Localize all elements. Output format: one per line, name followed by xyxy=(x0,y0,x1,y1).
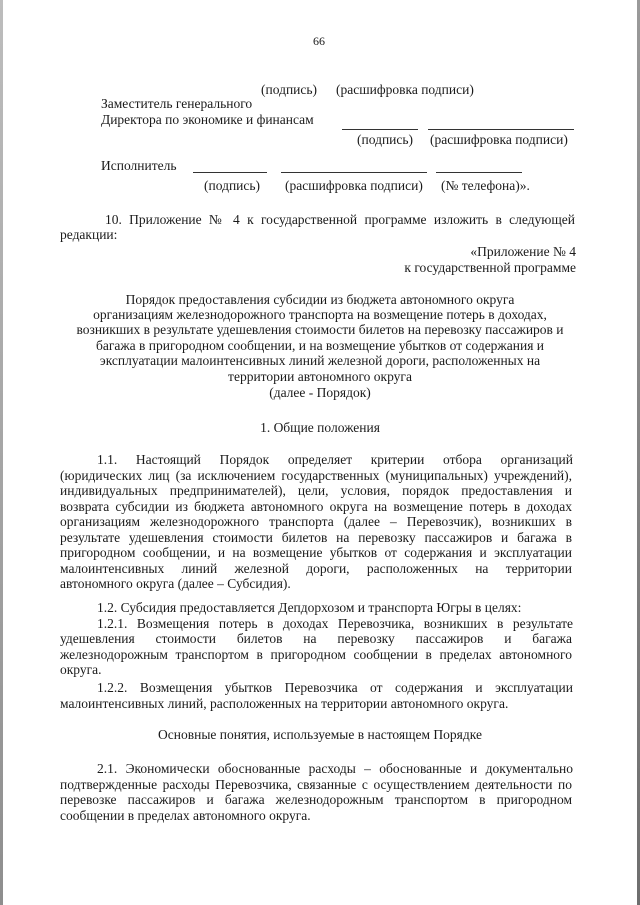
deputy-signature-caption: (подпись) xyxy=(357,132,414,147)
paragraph-line: (юридических лиц (за исключением государственных (муниципальных) учреждений), xyxy=(60,468,572,483)
executor-phone-caption: (№ телефона)». xyxy=(441,178,530,193)
paragraph-line: результате удешевления стоимости билетов на перевозку пассажиров и багажа в xyxy=(60,530,572,545)
paragraph-line: пригородном сообщении, и на возмещение убытков от содержания и эксплуатации xyxy=(60,545,572,560)
paragraph-line: подтвержденные расходы Перевозчика, связанные с осуществлением деятельности по xyxy=(60,777,572,792)
paragraph-line: сообщении в пределах автономного округа. xyxy=(60,808,311,823)
paragraph-1-2: 1.2. Субсидия предоставляется Депдорхозом и транспорта Югры в целях: xyxy=(97,600,522,615)
paragraph-line: 1.2.2. Возмещения убытков Перевозчика от содержания и эксплуатации xyxy=(97,680,573,695)
section2-heading: Основные понятия, используемые в настоящем Порядке xyxy=(158,727,482,742)
item10-line2: редакции: xyxy=(60,227,118,242)
paragraph-line: железнодорожным транспортом в пригородном сообщении в пределах автономного xyxy=(60,647,572,662)
section1-heading: 1. Общие положения xyxy=(260,420,380,435)
paragraph-line: 1.2.1. Возмещения потерь в доходах Перевозчика, возникших в результате xyxy=(97,616,573,631)
paragraph-line: 2.1. Экономически обоснованные расходы – обоснованные и документально xyxy=(97,761,573,776)
title-line: Порядок предоставления субсидии из бюджета автономного округа xyxy=(125,292,515,307)
title-line: организациям железнодорожного транспорта на возмещение потерь в доходах, xyxy=(93,307,547,322)
paragraph-line: удешевления стоимости билетов на перевозку пассажиров и багажа xyxy=(60,631,572,646)
executor-signature-line xyxy=(193,172,267,173)
item10-line1: 10. Приложение № 4 к государственной программе изложить в следующей xyxy=(105,212,575,227)
page-number: 66 xyxy=(313,34,325,48)
paragraph-line: округа. xyxy=(60,662,102,677)
appendix-ref-line1: «Приложение № 4 xyxy=(470,244,576,259)
executor-label: Исполнитель xyxy=(101,158,177,173)
scan-left-edge xyxy=(0,0,3,905)
title-line: территории автономного округа xyxy=(228,369,412,384)
title-line: багажа в пригородном сообщении, и на возмещение убытков от содержания и xyxy=(95,338,545,353)
executor-phone-line xyxy=(436,172,522,173)
deputy-title-line1: Заместитель генерального xyxy=(101,96,253,111)
paragraph-line: организациям железнодорожного транспорта (далее – Перевозчик), возникших в xyxy=(60,514,572,529)
executor-signature-caption: (подпись) xyxy=(204,178,261,193)
paragraph-line: малоинтенсивных линий, расположенных на территории автономного округа. xyxy=(60,696,509,711)
title-line: эксплуатации малоинтенсивных линий железной дороги, расположенных на xyxy=(99,353,541,368)
executor-transcript-caption: (расшифровка подписи) xyxy=(285,178,423,193)
deputy-title-line2: Директора по экономике и финансам xyxy=(101,112,314,127)
executor-transcript-line xyxy=(281,172,427,173)
paragraph-line: малоинтенсивных линий железной дороги, расположенных на территории xyxy=(60,561,572,576)
paragraph-line: перевозке пассажиров и багажа железнодорожным транспортом в пригородном xyxy=(60,792,572,807)
title-line: (далее - Порядок) xyxy=(269,385,371,400)
deputy-transcript-caption: (расшифровка подписи) xyxy=(430,132,568,147)
signature-transcript-caption: (расшифровка подписи) xyxy=(336,82,474,97)
paragraph-line: возврата субсидии из бюджета автономного округа на возмещение потерь в доходах xyxy=(60,499,572,514)
appendix-ref-line2: к государственной программе xyxy=(404,260,576,275)
signature-caption: (подпись) xyxy=(261,82,318,97)
paragraph-line: 1.1. Настоящий Порядок определяет критерии отбора организаций xyxy=(97,452,573,467)
title-line: возникших в результате удешевления стоимости билетов на перевозку пассажиров и xyxy=(76,322,564,337)
paragraph-line: автономного округа (далее – Субсидия). xyxy=(60,576,291,591)
paragraph-line: индивидуальных предпринимателей), цели, условия, порядок предоставления и xyxy=(60,483,572,498)
deputy-signature-line xyxy=(342,129,418,130)
deputy-transcript-line xyxy=(428,129,574,130)
